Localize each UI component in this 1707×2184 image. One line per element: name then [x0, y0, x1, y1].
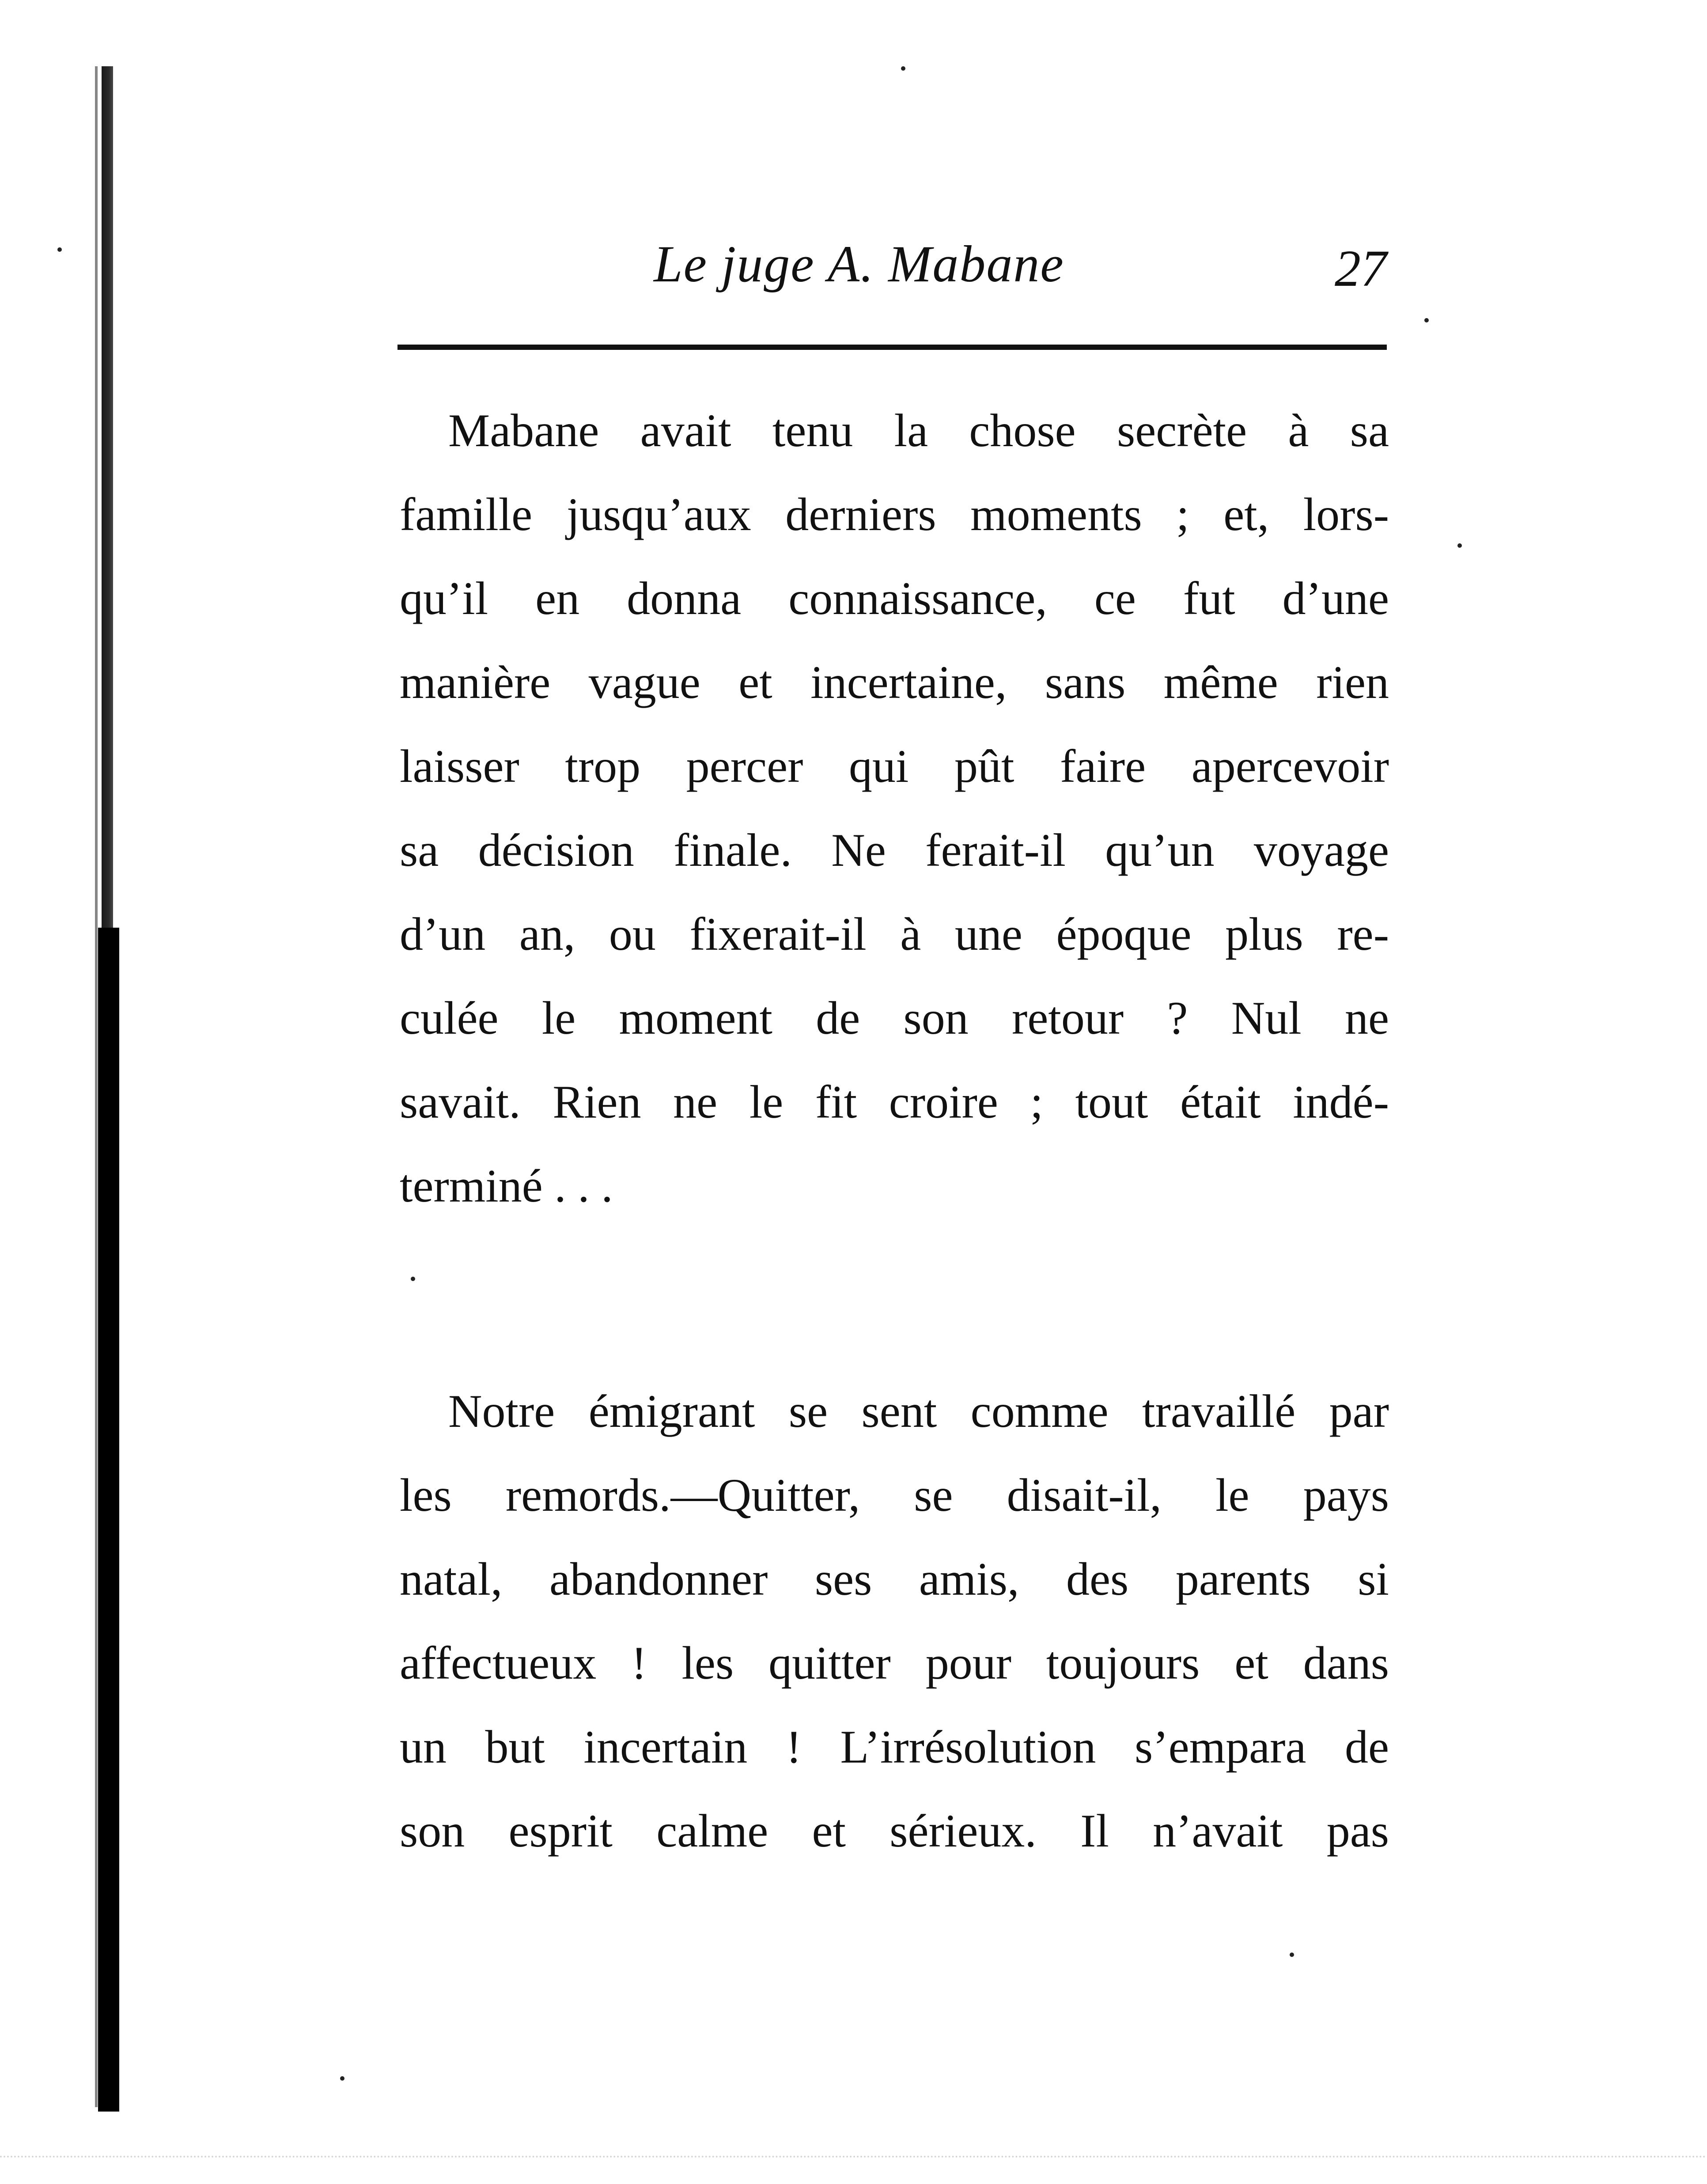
text-line: affectueux ! les quitter pour toujours et dans: [400, 1637, 1389, 1689]
paragraph: [400, 1369, 1389, 1873]
ink-speck: [901, 66, 905, 71]
text-line: laisser trop percer qui pût faire apercevoir: [400, 740, 1389, 792]
page-header: [397, 221, 1396, 300]
text-line: sa décision finale. Ne ferait-il qu’un voyage: [400, 824, 1389, 876]
text-line: terminé . . .: [400, 1160, 613, 1212]
text-line: d’un an, ou fixerait-il à une époque plus re-: [400, 908, 1389, 960]
text-line: Notre émigrant se sent comme travaillé par: [448, 1385, 1389, 1437]
text-line: les remords.—Quitter, se disait-il, le pays: [400, 1469, 1389, 1521]
text-line: un but incertain ! L’irrésolution s’empara de: [400, 1721, 1389, 1773]
text-line: qu’il en donna connaissance, ce fut d’une: [400, 573, 1389, 624]
ink-speck: [1457, 543, 1462, 548]
ink-speck: [1424, 318, 1429, 322]
running-title: Le juge A. Mabane: [654, 235, 1064, 293]
ink-speck: [340, 2076, 344, 2081]
page-binding-edge-dark: [98, 928, 119, 2112]
scan-bottom-edge: [0, 2156, 1707, 2159]
text-line: culée le moment de son retour ? Nul ne: [400, 992, 1389, 1044]
page-binding-shadow: [95, 66, 98, 2107]
ink-speck: [57, 247, 62, 252]
text-line: son esprit calme et sérieux. Il n’avait pas: [400, 1805, 1389, 1857]
page-number: 27: [1335, 239, 1387, 297]
text-line: manière vague et incertaine, sans même rien: [400, 656, 1389, 708]
ink-speck: [1290, 1953, 1294, 1957]
text-line: natal, abandonner ses amis, des parents si: [400, 1553, 1389, 1605]
text-line: famille jusqu’aux derniers moments ; et, lors-: [400, 489, 1389, 540]
text-line: Mabane avait tenu la chose secrète à sa: [448, 405, 1389, 456]
paragraph: [400, 389, 1389, 1228]
body-text: [400, 389, 1389, 1873]
text-line: savait. Rien ne le fit croire ; tout était indé-: [400, 1076, 1389, 1128]
header-rule: [397, 345, 1387, 350]
paragraph-gap: [400, 1228, 1389, 1369]
